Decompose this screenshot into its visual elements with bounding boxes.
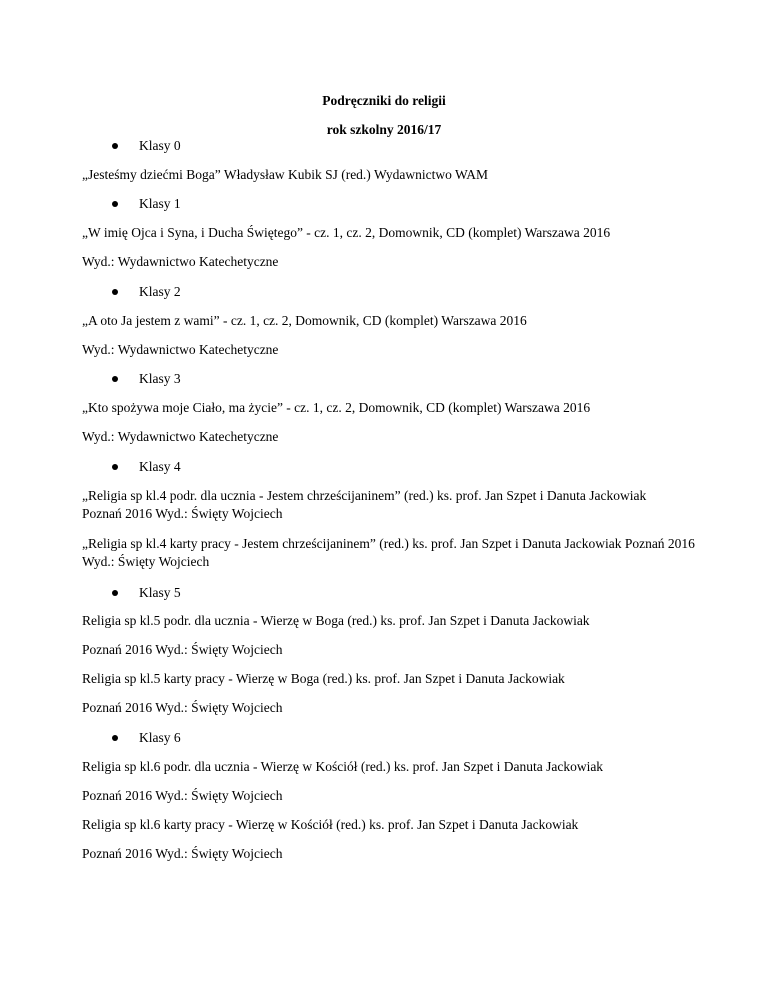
section-label: Klasy 1 [139,196,181,211]
book-entry: „A oto Ja jestem z wami” - cz. 1, cz. 2, Domownik, CD (komplet) Warszawa 2016 [82,313,527,328]
bullet-icon [112,464,118,470]
section-heading-klasy-2 [112,283,181,301]
bullet-icon [112,289,118,295]
document-title: Podręczniki do religii [322,93,446,108]
book-entry: Religia sp kl.5 karty pracy - Wierzę w Boga (red.) ks. prof. Jan Szpet i Danuta Jackowiak [82,671,565,686]
section-heading-klasy-5 [112,584,181,602]
section-label: Klasy 2 [139,284,181,299]
section-label: Klasy 5 [139,585,181,600]
section-label: Klasy 4 [139,459,181,474]
bullet-icon [112,376,118,382]
book-entry: „Religia sp kl.4 podr. dla ucznia - Jestem chrześcijaninem” (red.) ks. prof. Jan Szpet i Danuta Jackowiak Poznań 2016 Wyd.: Święty Wojciech [82,488,647,521]
section-heading-klasy-0 [112,137,181,155]
section-heading-klasy-1 [112,195,181,213]
section-label: Klasy 3 [139,371,181,386]
book-entry: „Jesteśmy dziećmi Boga” Władysław Kubik SJ (red.) Wydawnictwo WAM [82,167,488,182]
section-heading-klasy-3 [112,370,181,388]
publisher-line: Wyd.: Wydawnictwo Katechetyczne [82,254,279,269]
publisher-line: Poznań 2016 Wyd.: Święty Wojciech [82,642,283,657]
publisher-line: Wyd.: Wydawnictwo Katechetyczne [82,429,279,444]
book-entry: „W imię Ojca i Syna, i Ducha Świętego” - cz. 1, cz. 2, Domownik, CD (komplet) Warszawa 2016 [82,225,611,240]
bullet-icon [112,590,118,596]
bullet-icon [112,143,118,149]
book-entry: Religia sp kl.6 karty pracy - Wierzę w Kościół (red.) ks. prof. Jan Szpet i Danuta Jackowiak [82,817,579,832]
publisher-line: Poznań 2016 Wyd.: Święty Wojciech [82,846,283,861]
section-heading-klasy-6 [112,729,181,747]
book-entry: „Kto spożywa moje Ciało, ma życie” - cz. 1, cz. 2, Domownik, CD (komplet) Warszawa 2016 [82,400,591,415]
book-entry: „Religia sp kl.4 karty pracy - Jestem chrześcijaninem” (red.) ks. prof. Jan Szpet i Danuta Jackowiak Poznań 2016 Wyd.: Święty Wojciech [82,536,695,569]
bullet-icon [112,201,118,207]
book-entry: Religia sp kl.6 podr. dla ucznia - Wierzę w Kościół (red.) ks. prof. Jan Szpet i Danuta Jackowiak [82,759,604,774]
publisher-line: Poznań 2016 Wyd.: Święty Wojciech [82,788,283,803]
publisher-line: Poznań 2016 Wyd.: Święty Wojciech [82,700,283,715]
section-heading-klasy-4 [112,458,181,476]
book-entry: Religia sp kl.5 podr. dla ucznia - Wierzę w Boga (red.) ks. prof. Jan Szpet i Danuta Jackowiak [82,613,590,628]
section-label: Klasy 6 [139,730,181,745]
section-label: Klasy 0 [139,138,181,153]
document-subtitle: rok szkolny 2016/17 [326,122,442,137]
publisher-line: Wyd.: Wydawnictwo Katechetyczne [82,342,279,357]
bullet-icon [112,735,118,741]
